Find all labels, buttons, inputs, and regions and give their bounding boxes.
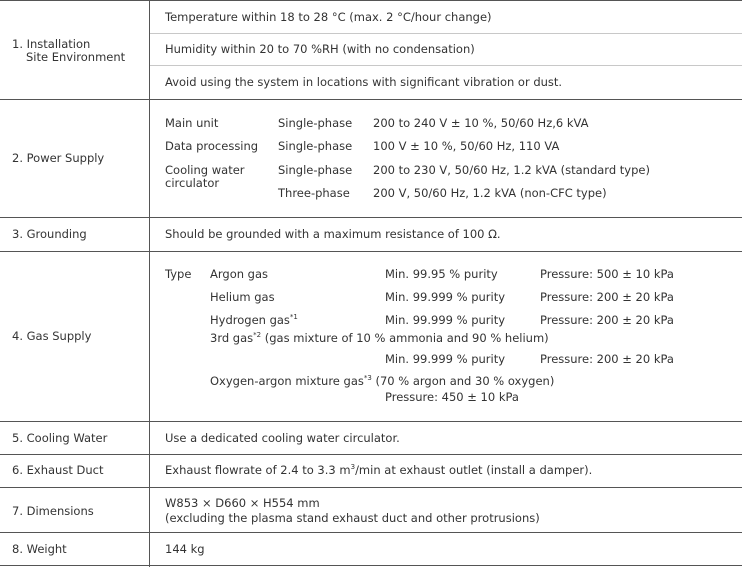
- gas-oxygen-argon-pressure: Pressure: 450 ± 10 kPa: [385, 390, 519, 404]
- dimensions-line1: W853 × D660 × H554 mm: [165, 496, 320, 510]
- exhaust-value: [165, 463, 592, 477]
- power-cooling-value1: 200 to 230 V, 50/60 Hz, 1.2 kVA (standard type): [373, 163, 650, 177]
- gas-third-desc: (gas mixture of 10 % ammonia and 90 % helium): [261, 331, 549, 345]
- power-data-value: 100 V ± 10 %, 50/60 Hz, 110 VA: [373, 139, 560, 153]
- column-divider: [149, 0, 150, 567]
- gas-label: 4. Gas Supply: [12, 329, 92, 343]
- gas-third-pressure: Pressure: 200 ± 20 kPa: [540, 352, 674, 366]
- gas-helium-purity: Min. 99.999 % purity: [385, 290, 506, 304]
- gas-oxygen-argon-desc: (70 % argon and 30 % oxygen): [371, 374, 555, 388]
- installation-humidity: Humidity within 20 to 70 %RH (with no condensation): [165, 42, 475, 56]
- weight-value: 144 kg: [165, 542, 205, 556]
- power-data-processing: Data processing: [165, 139, 259, 153]
- gas-helium-pressure: Pressure: 200 ± 20 kPa: [540, 290, 674, 304]
- gas-hydrogen-name: Hydrogen gas: [210, 313, 290, 327]
- row-divider: [0, 487, 742, 488]
- power-cooling-line2: circulator: [165, 176, 220, 190]
- dimensions-label: 7. Dimensions: [12, 504, 94, 518]
- installation-temperature: Temperature within 18 to 28 °C (max. 2 °C/hour change): [165, 10, 492, 24]
- power-data-phase: Single-phase: [278, 139, 353, 153]
- power-cooling-phase2: Three-phase: [278, 186, 350, 200]
- gas-oxygen-argon-footnote: *3: [363, 374, 372, 382]
- cell-divider: [150, 33, 742, 34]
- gas-helium: Helium gas: [210, 290, 275, 304]
- exhaust-value-post: /min at exhaust outlet (install a damper).: [355, 463, 593, 477]
- cooling-label: 5. Cooling Water: [12, 431, 108, 445]
- power-label: 2. Power Supply: [12, 151, 105, 165]
- installation-label-line2: Site Environment: [26, 50, 126, 64]
- row-divider: [0, 532, 742, 533]
- exhaust-label: 6. Exhaust Duct: [12, 463, 104, 477]
- grounding-value: Should be grounded with a maximum resistance of 100 Ω.: [165, 227, 501, 241]
- row-divider: [0, 565, 742, 566]
- gas-argon: Argon gas: [210, 267, 269, 281]
- exhaust-value-sup: 3: [350, 463, 356, 471]
- row-divider: [0, 421, 742, 422]
- gas-third: [210, 331, 549, 345]
- gas-hydrogen-footnote: *1: [289, 313, 298, 321]
- row-divider: [0, 217, 742, 218]
- installation-label-line1: 1. Installation: [12, 37, 91, 51]
- cooling-value: Use a dedicated cooling water circulator.: [165, 431, 400, 445]
- gas-third-purity: Min. 99.999 % purity: [385, 352, 506, 366]
- exhaust-value-pre: Exhaust flowrate of 2.4 to 3.3 m: [165, 463, 351, 477]
- installation-vibration: Avoid using the system in locations with significant vibration or dust.: [165, 75, 563, 89]
- power-main-phase: Single-phase: [278, 116, 353, 130]
- gas-argon-purity: Min. 99.95 % purity: [385, 267, 498, 281]
- grounding-label: 3. Grounding: [12, 227, 87, 241]
- power-cooling-phase1: Single-phase: [278, 163, 353, 177]
- row-divider: [0, 99, 742, 100]
- power-main-value: 200 to 240 V ± 10 %, 50/60 Hz,6 kVA: [373, 116, 589, 130]
- weight-label: 8. Weight: [12, 542, 67, 556]
- gas-argon-pressure: Pressure: 500 ± 10 kPa: [540, 267, 674, 281]
- row-divider: [0, 0, 742, 1]
- gas-oxygen-argon: [210, 374, 554, 388]
- cell-divider: [150, 65, 742, 66]
- gas-third-footnote: *2: [253, 331, 262, 339]
- gas-hydrogen: [210, 313, 298, 327]
- gas-type-label: Type: [165, 267, 192, 281]
- row-divider: [0, 454, 742, 455]
- power-main-unit: Main unit: [165, 116, 219, 130]
- power-cooling-value2: 200 V, 50/60 Hz, 1.2 kVA (non-CFC type): [373, 186, 607, 200]
- gas-third-name: 3rd gas: [210, 331, 254, 345]
- dimensions-line2: (excluding the plasma stand exhaust duct and other protrusions): [165, 511, 540, 525]
- gas-hydrogen-pressure: Pressure: 200 ± 20 kPa: [540, 313, 674, 327]
- gas-oxygen-argon-name: Oxygen-argon mixture gas: [210, 374, 364, 388]
- power-cooling-line1: Cooling water: [165, 163, 245, 177]
- gas-hydrogen-purity: Min. 99.999 % purity: [385, 313, 506, 327]
- row-divider: [0, 251, 742, 252]
